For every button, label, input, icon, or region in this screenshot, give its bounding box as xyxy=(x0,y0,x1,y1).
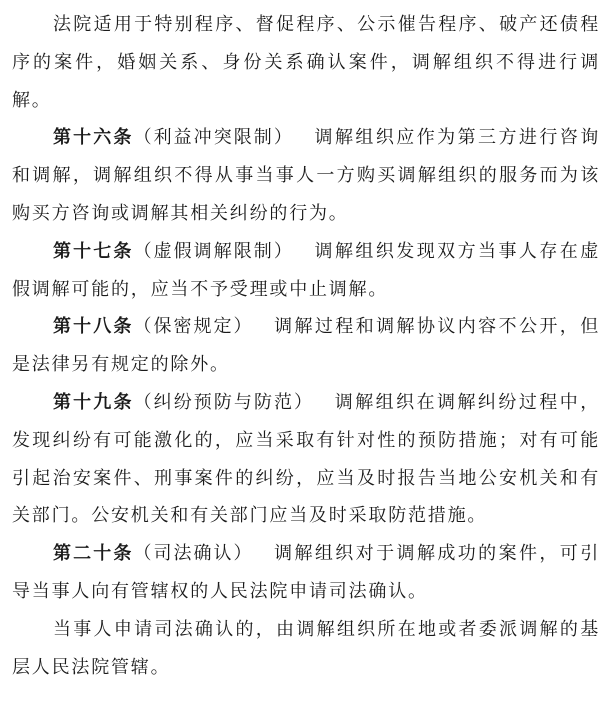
article-text: 调解组织对于调解成功的案件，可引导当事人向有管辖权的人民法院申请司法确认。 xyxy=(12,543,600,602)
article-heading: （纠纷预防与防范） xyxy=(133,391,315,413)
document-body xyxy=(12,0,600,686)
article-heading: （司法确认） xyxy=(133,543,254,565)
paragraph-continuation xyxy=(12,0,600,119)
article-text: 调解过程和调解协议内容不公开，但是法律另有规定的除外。 xyxy=(12,316,600,376)
article-heading: （利益冲突限制） xyxy=(133,127,294,149)
article-heading: （虚假调解限制） xyxy=(133,240,294,262)
article-16 xyxy=(12,119,600,232)
article-19 xyxy=(12,384,600,535)
article-number: 第十九条 xyxy=(53,391,134,413)
article-number: 第十七条 xyxy=(53,240,134,262)
article-18 xyxy=(12,308,600,384)
article-text: 调解组织发现双方当事人存在虚假调解可能的，应当不予受理或中止调解。 xyxy=(12,240,601,300)
article-20 xyxy=(12,535,600,611)
article-heading: （保密规定） xyxy=(133,316,254,338)
article-number: 第十六条 xyxy=(53,127,134,149)
paragraph-text: 法院适用于特别程序、督促程序、公示催告程序、破产还债程序的案件，婚姻关系、身份关系确认案件，调解组织不得进行调解。 xyxy=(12,14,600,111)
article-text: 调解组织应作为第三方进行咨询和调解，调解组织不得从事当事人一方购买调解组织的服务而为该购买方咨询或调解其相关纠纷的行为。 xyxy=(12,127,601,224)
paragraph-text: 当事人申请司法确认的，由调解组织所在地或者委派调解的基层人民法院管辖。 xyxy=(12,618,600,678)
paragraph-plain xyxy=(12,611,600,687)
article-text: 调解组织在调解纠纷过程中，发现纠纷有可能激化的，应当采取有针对性的预防措施；对有可能引起治安案件、刑事案件的纠纷，应当及时报告当地公安机关和有关部门。公安机关和有关部门应当及时采取防范措施。 xyxy=(12,391,601,527)
article-number: 第十八条 xyxy=(53,316,134,338)
article-number: 第二十条 xyxy=(53,543,134,565)
article-17 xyxy=(12,233,600,309)
